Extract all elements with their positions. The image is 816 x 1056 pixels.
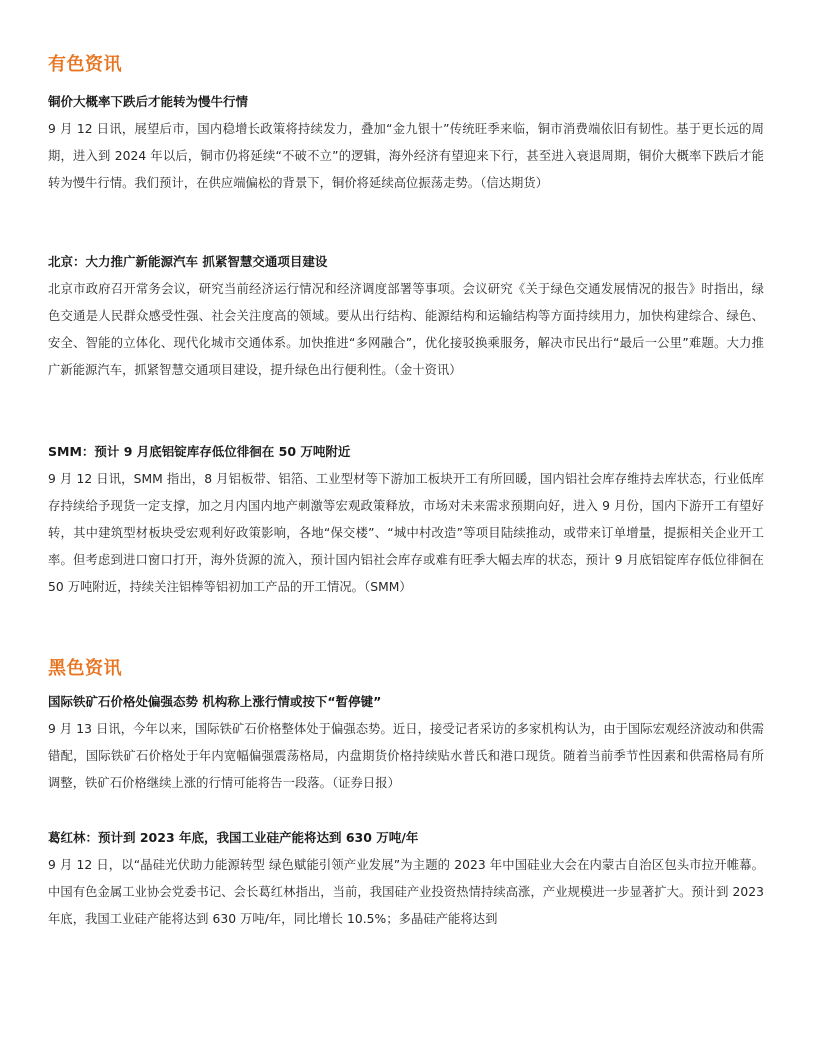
article-body: 9 月 13 日讯，今年以来，国际铁矿石价格整体处于偏强态势。近日，接受记者采访的多家机构认为，由于国际宏观经济波动和供需错配，国际铁矿石价格处于年内宽幅偏强震荡格局，内盘期货价格持续贴水普氏和港口现货。随着当前季节性因素和供需格局有所调整，铁矿石价格继续上涨的行情可能将告一段落。（证券日报） (48, 722, 764, 790)
article-body: 9 月 12 日讯，展望后市，国内稳增长政策将持续发力，叠加“金九银十”传统旺季来临，铜市消费端依旧有韧性。基于更长远的周期，进入到 2024 年以后，铜市仍将延续“不破不立”的逻辑，海外经济有望迎来下行，甚至进入衰退周期，铜价大概率下跌后才能转为慢牛行情。我们预计，在供应端偏松的背景下，铜价将延续高位振荡走势。（信达期货） (48, 122, 764, 190)
article-iron-ore (48, 692, 764, 797)
section-title-ferrous: 黑色资讯 (48, 658, 122, 679)
article-smm-aluminum (48, 442, 764, 601)
section-title-nonferrous: 有色资讯 (48, 54, 122, 75)
article-copper (48, 92, 764, 197)
article-headline: 国际铁矿石价格处偏强态势 机构称上涨行情或按下“暂停键” (48, 694, 382, 709)
article-body: 北京市政府召开常务会议，研究当前经济运行情况和经济调度部署等事项。会议研究《关于绿色交通发展情况的报告》时指出，绿色交通是人民群众感受性强、社会关注度高的领域。要从出行结构、能源结构和运输结构等方面持续用力，加快构建综合、绿色、安全、智能的立体化、现代化城市交通体系。加快推进“多网融合”，优化接驳换乘服务，解决市民出行“最后一公里”难题。大力推广新能源汽车，抓紧智慧交通项目建设，提升绿色出行便利性。（金十资讯） (48, 282, 764, 377)
article-body: 9 月 12 日讯，SMM 指出，8 月铝板带、铝箔、工业型材等下游加工板块开工有所回暖，国内铝社会库存维持去库状态，行业低库存持续给予现货一定支撑，加之月内国内地产刺激等宏观政策释放，市场对未来需求预期向好，进入 9 月份，国内下游开工有望好转，其中建筑型材板块受宏观利好政策影响，各地“保交楼”、“城中村改造”等项目陆续推动，或带来订单增量，提振相关企业开工率。但考虑到进口窗口打开，海外货源的流入，预计国内铝社会库存或难有旺季大幅去库的状态，预计 9 月底铝锭库存低位徘徊在 50 万吨附近，持续关注铝棒等铝初加工产品的开工情况。（SMM） (48, 472, 764, 594)
article-headline: 葛红林：预计到 2023 年底，我国工业硅产能将达到 630 万吨/年 (48, 830, 419, 845)
article-headline: SMM：预计 9 月底铝锭库存低位徘徊在 50 万吨附近 (48, 444, 351, 459)
article-headline: 铜价大概率下跌后才能转为慢牛行情 (48, 94, 249, 109)
article-beijing (48, 252, 764, 384)
article-body: 9 月 12 日，以“晶硅光伏助力能源转型 绿色赋能引领产业发展”为主题的 2023 年中国硅业大会在内蒙古自治区包头市拉开帷幕。中国有色金属工业协会党委书记、会长葛红林指出，当前，我国硅产业投资热情持续高涨，产业规模进一步显著扩大。预计到 2023 年底，我国工业硅产能将达到 630 万吨/年，同比增长 10.5%；多晶硅产能将达到 (48, 858, 764, 926)
article-silicon (48, 828, 764, 933)
article-headline: 北京：大力推广新能源汽车 抓紧智慧交通项目建设 (48, 254, 328, 269)
